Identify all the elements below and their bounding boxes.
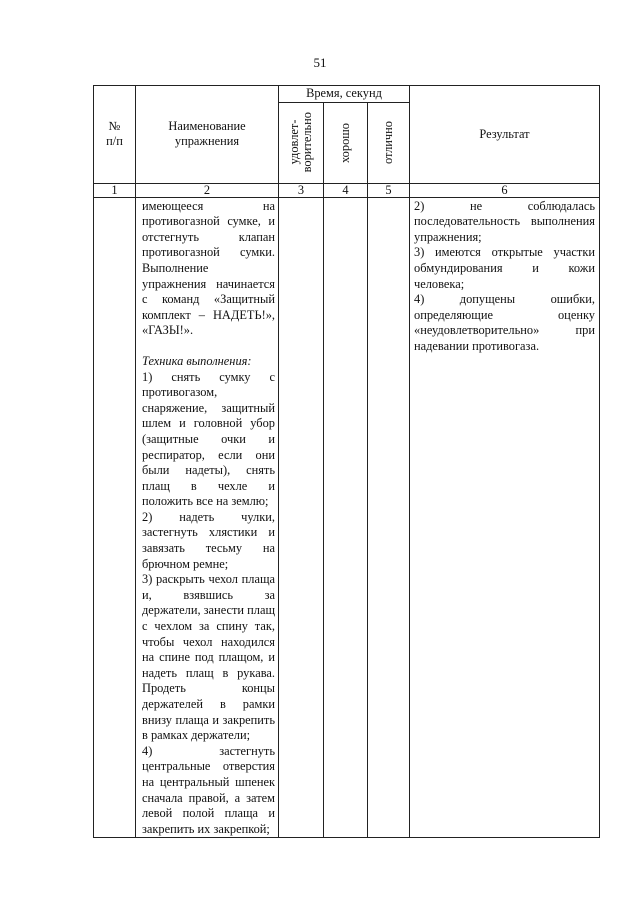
header-time-good: хорошо xyxy=(338,122,352,163)
header-time-excellent: отлично xyxy=(381,121,395,165)
time-excellent-cell xyxy=(368,197,410,838)
header-time-satisfactory-cell xyxy=(279,102,324,183)
header-num: № п/п xyxy=(106,119,123,149)
header-time-satisfactory: удовлет- ворительно xyxy=(287,112,314,173)
header-result: Результат xyxy=(479,126,530,141)
result-item: 4) допущены ошибки, определяющие оценку «неудовлетворительно» при надевании противогаза. xyxy=(414,292,595,353)
time-satisfactory-cell xyxy=(279,197,324,838)
content-row xyxy=(94,197,600,838)
colnum-2: 2 xyxy=(136,183,279,197)
time-good-cell xyxy=(324,197,368,838)
exercise-table xyxy=(93,85,600,838)
exercise-intro: имеющееся на противогазной сумке, и отстегнуть клапан противогазной сумки. Выполнение упражнения начинается с команд «Защитный комплект – НАДЕТЬ!», «ГАЗЫ!». xyxy=(142,198,275,338)
header-name-cell xyxy=(136,86,279,184)
colnum-3: 3 xyxy=(279,183,324,197)
technique-step: 1) снять сумку с противогазом, снаряжение, защитный шлем и головной убор (защитные очки и респиратор, если они были надеты), снять плащ в чехле и положить все на землю; xyxy=(142,369,275,509)
result-cell xyxy=(410,197,600,838)
header-num-cell xyxy=(94,86,136,184)
colnum-6: 6 xyxy=(410,183,600,197)
exercise-cell xyxy=(136,197,279,838)
num-cell xyxy=(94,197,136,838)
colnum-5: 5 xyxy=(368,183,410,197)
technique-step: 3) раскрыть чехол плаща и, взявшись за держатели, занести плащ с чехлом за спину так, чтобы чехол находился на спине под плащом, и надеть плащ в рукава. Продеть концы держателей в рамки внизу плаща и закрепить в рамках держатели; xyxy=(142,572,275,743)
header-time-group-cell xyxy=(279,86,410,103)
header-time-group: Время, секунд xyxy=(306,86,382,100)
result-item: 2) не соблюдалась последовательность выполнения упражнения; xyxy=(414,198,595,244)
technique-step: 2) надеть чулки, застегнуть хлястики и завязать тесьму на брючном ремне; xyxy=(142,509,275,571)
result-item: 3) имеются открытые участки обмундирования и кожи человека; xyxy=(414,245,595,291)
column-number-row xyxy=(94,183,600,197)
header-time-good-cell xyxy=(324,102,368,183)
header-result-cell xyxy=(410,86,600,184)
technique-step: 4) застегнуть центральные отверстия на центральный шпенек сначала правой, а затем левой полой плаща и закрепить их закрепкой; xyxy=(142,743,275,836)
page-number: 51 xyxy=(313,55,327,70)
colnum-1: 1 xyxy=(94,183,136,197)
colnum-4: 4 xyxy=(324,183,368,197)
technique-heading: Техника выполнения: xyxy=(142,353,252,368)
header-name: Наименование упражнения xyxy=(168,119,246,149)
header-time-excellent-cell xyxy=(368,102,410,183)
